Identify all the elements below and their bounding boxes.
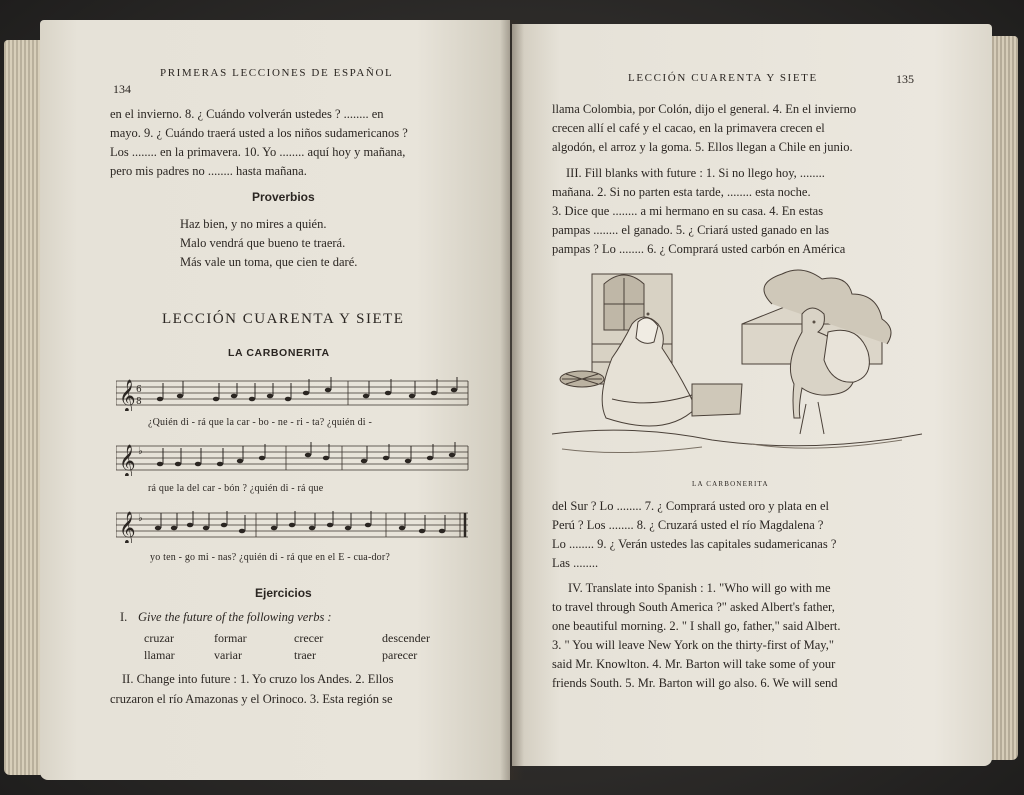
text-line: crecen allí el café y el cacao, en la primavera crecen el [552, 121, 825, 135]
text-line: friends South. 5. Mr. Barton will go also. 6. We will send [552, 676, 838, 690]
svg-text:6: 6 [136, 385, 142, 395]
verb: traer [294, 648, 316, 662]
text-line: Los ........ en la primavera. 10. Yo ........ aquí hoy y mañana, [110, 145, 406, 159]
page-number: 135 [896, 72, 914, 86]
text-line: mañana. 2. Si no parten esta tarde, ........ esta noche. [552, 185, 811, 199]
music-staff [116, 440, 470, 476]
svg-text:8: 8 [136, 397, 142, 407]
book-gutter [500, 20, 524, 780]
text-line: pampas ? Lo ........ 6. ¿ Comprará usted carbón en América [552, 242, 846, 256]
verb: descender [382, 631, 430, 645]
text-line: algodón, el arroz y la goma. 5. Ellos llegan a Chile en junio. [552, 140, 853, 154]
text-line: III. Fill blanks with future : 1. Si no llego hoy, ........ [566, 166, 825, 180]
lyric-line: ¿Quién di - rá que la car - bo - ne - ri - ta? ¿quién di - [148, 417, 373, 428]
book-edge-right [988, 36, 1018, 760]
text-line: del Sur ? Lo ........ 7. ¿ Comprará usted oro y plata en el [552, 499, 830, 513]
svg-text:𝄞: 𝄞 [119, 379, 136, 411]
lesson-title: LECCIÓN CUARENTA Y SIETE [162, 311, 405, 327]
text-line: to travel through South America ?" asked Albert's father, [552, 600, 835, 614]
left-page [40, 20, 510, 780]
lyric-line: yo ten - go mi - nas? ¿quién di - rá que en el E - cua-dor? [150, 552, 391, 563]
exercise-number: I. [120, 610, 128, 624]
verb: variar [214, 648, 242, 662]
music-staff [116, 375, 470, 411]
right-page [512, 24, 992, 766]
page-number: 134 [113, 82, 131, 96]
text-line: IV. Translate into Spanish : 1. "Who will go with me [568, 581, 831, 595]
text-line: one beautiful morning. 2. " I shall go, father," said Albert. [552, 619, 841, 633]
svg-text:𝄞: 𝄞 [119, 444, 136, 476]
music-staff [116, 507, 470, 543]
verb: cruzar [144, 631, 174, 645]
text-line: cruzaron el río Amazonas y el Orinoco. 3. Esta región se [110, 692, 393, 706]
verb: parecer [382, 648, 418, 662]
lyric-line: rá que la del car - bón ? ¿quién di - rá que [148, 483, 324, 494]
text-line: Lo ........ 9. ¿ Verán ustedes las capitales sudamericanas ? [552, 537, 837, 551]
verb: formar [214, 631, 247, 645]
text-line: Las ........ [552, 556, 599, 570]
svg-text:♭: ♭ [138, 446, 143, 457]
text-line: said Mr. Knowlton. 4. Mr. Barton will take some of your [552, 657, 836, 671]
verb: crecer [294, 631, 324, 645]
text-line: II. Change into future : 1. Yo cruzo los Andes. 2. Ellos [122, 672, 394, 686]
text-line: Perú ? Los ........ 8. ¿ Cruzará usted el río Magdalena ? [552, 518, 824, 532]
text-line: 3. " You will leave New York on the thirty-first of May," [552, 638, 834, 652]
song-title: LA CARBONERITA [228, 347, 330, 359]
proverb: Haz bien, y no mires a quién. [180, 217, 327, 231]
svg-text:𝄞: 𝄞 [119, 511, 136, 543]
running-header: LECCIÓN CUARENTA Y SIETE [628, 72, 818, 84]
illustration-caption: LA CARBONERITA [692, 480, 769, 488]
text-line: pero mis padres no ........ hasta mañana. [110, 164, 307, 178]
exercise-instruction: Give the future of the following verbs : [138, 610, 332, 624]
text-line: llama Colombia, por Colón, dijo el general. 4. En el invierno [552, 102, 857, 116]
illustration-carbonerita [552, 264, 922, 469]
svg-text:♭: ♭ [138, 513, 143, 524]
text-line: mayo. 9. ¿ Cuándo traerá usted a los niños sudamericanos ? [110, 126, 408, 140]
proverb: Malo vendrá que bueno te traerá. [180, 236, 346, 250]
proverbs-title: Proverbios [252, 190, 315, 204]
text-line: 3. Dice que ........ a mi hermano en su casa. 4. En estas [552, 204, 824, 218]
running-header: PRIMERAS LECCIONES DE ESPAÑOL [160, 67, 394, 79]
text-line: en el invierno. 8. ¿ Cuándo volverán ustedes ? ........ en [110, 107, 384, 121]
proverb: Más vale un toma, que cien te daré. [180, 255, 358, 269]
text-line: pampas ........ el ganado. 5. ¿ Criará usted ganado en las [552, 223, 829, 237]
exercises-title: Ejercicios [255, 586, 312, 600]
verb: llamar [144, 648, 175, 662]
